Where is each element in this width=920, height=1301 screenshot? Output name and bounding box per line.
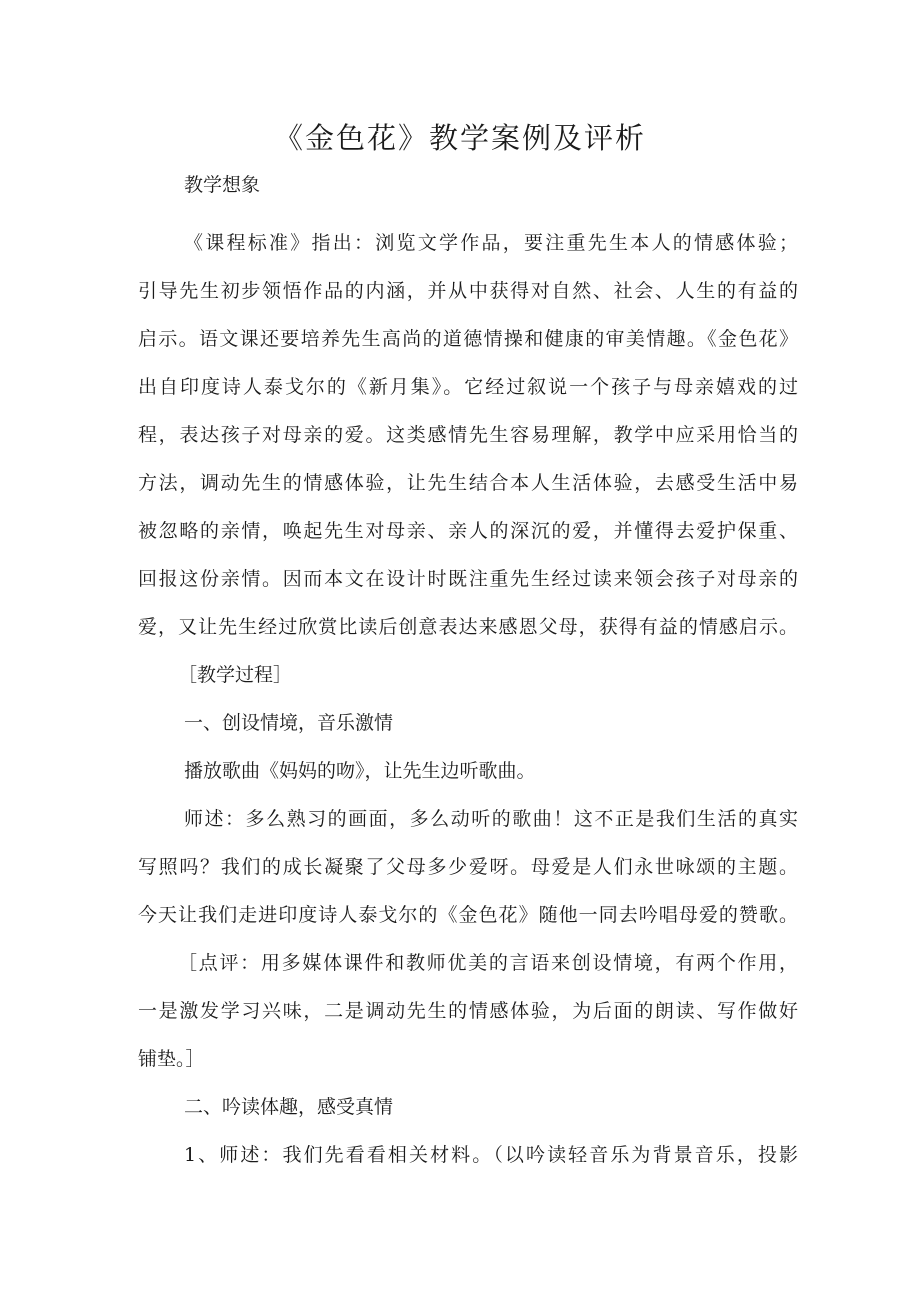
paragraph-line: 被忽略的亲情，唤起先生对母亲、亲人的深沉的爱，并懂得去爱护保重、: [138, 520, 798, 542]
paragraph-line: 《课程标准》指出：浏览文学作品，要注重先生本人的情感体验；: [184, 232, 798, 254]
paragraph-line: 播放歌曲《妈妈的吻》，让先生边听歌曲。: [184, 760, 536, 782]
section-heading-teaching-process: ［教学过程］: [178, 664, 293, 686]
paragraph-line: 出自印度诗人泰戈尔的《新月集》。它经过叙说一个孩子与母亲嬉戏的过: [138, 376, 798, 398]
section-heading-teaching-idea: 教学想象: [184, 174, 261, 196]
paragraph-line: 爱，又让先生经过欣赏比读后创意表达来感恩父母，获得有益的情感启示。: [138, 616, 798, 638]
paragraph-line: 师述：多么熟习的画面，多么动听的歌曲！这不正是我们生活的真实: [184, 808, 798, 830]
step-heading-2: 二、吟读体趣，感受真情: [184, 1096, 394, 1118]
paragraph-line: 程，表达孩子对母亲的爱。这类感情先生容易理解，教学中应采用恰当的: [138, 424, 798, 446]
paragraph-line: 1、师述：我们先看看相关材料。（以吟读轻音乐为背景音乐，投影: [184, 1144, 798, 1166]
comment-line: ［点评：用多媒体课件和教师优美的言语来创设情境，有两个作用，: [178, 952, 798, 974]
comment-line: 铺垫。］: [138, 1048, 205, 1070]
paragraph-line: 今天让我们走进印度诗人泰戈尔的《金色花》随他一同去吟唱母爱的赞歌。: [138, 904, 798, 926]
step-heading-1: 一、创设情境，音乐激情: [184, 712, 394, 734]
paragraph-line: 回报这份亲情。因而本文在设计时既注重先生经过读来领会孩子对母亲的: [138, 568, 798, 590]
comment-line: 一是激发学习兴味，二是调动先生的情感体验，为后面的朗读、写作做好: [138, 1000, 798, 1022]
paragraph-line: 引导先生初步领悟作品的内涵，并从中获得对自然、社会、人生的有益的: [138, 280, 798, 302]
paragraph-line: 启示。语文课还要培养先生高尚的道德情操和健康的审美情趣。《金色花》: [138, 328, 798, 350]
paragraph-line: 写照吗？我们的成长凝聚了父母多少爱呀。母爱是人们永世咏颂的主题。: [138, 856, 798, 878]
paragraph-line: 方法，调动先生的情感体验，让先生结合本人生活体验，去感受生活中易: [138, 472, 798, 494]
document-title: 《金色花》教学案例及评析: [273, 121, 646, 155]
